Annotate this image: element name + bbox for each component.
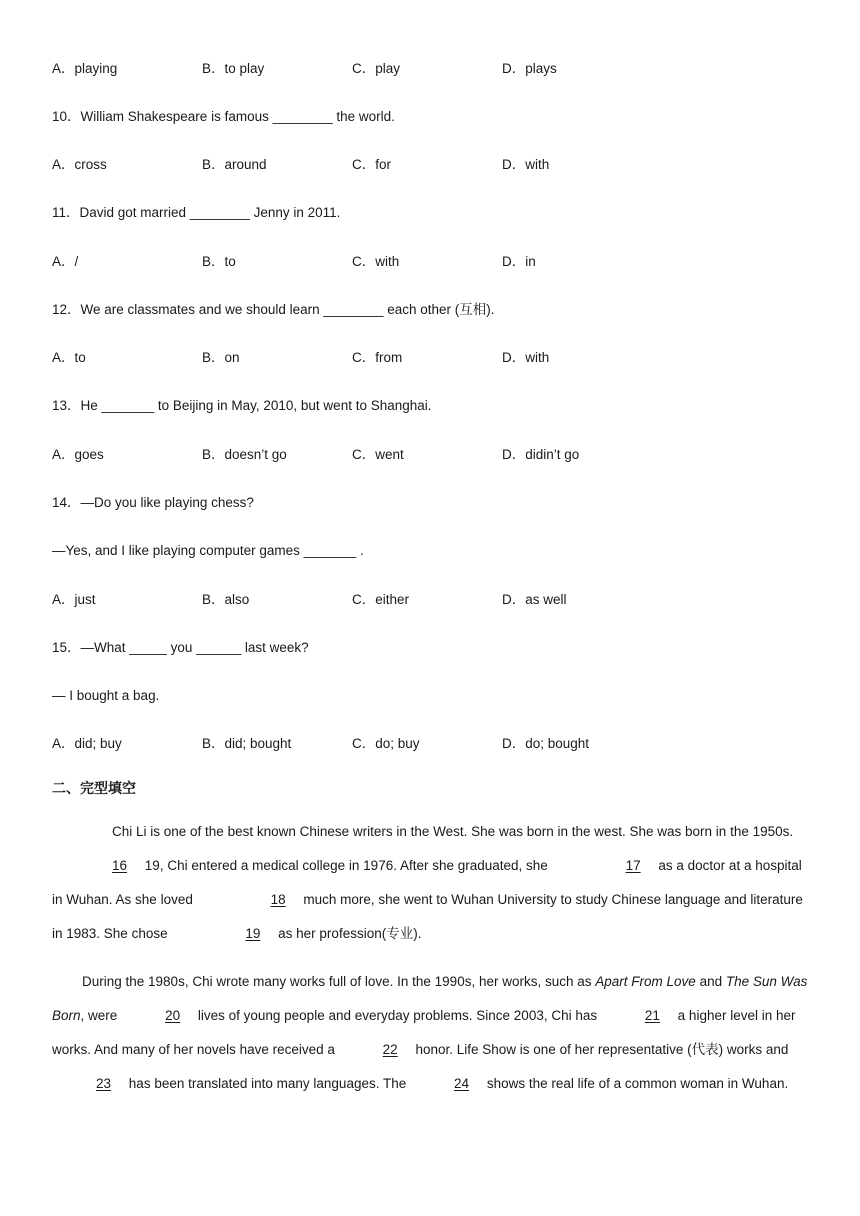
option-b: B．doesn’t go [202,447,287,462]
question-15-reply: — I bought a bag. [52,688,160,703]
question-15: 15．—What _____ you ______ last week? [52,640,309,655]
option-a: A．just [52,592,96,607]
option-b: B．around [202,157,267,172]
passage-text: During the 1980s, Chi wrote many works full of love. In the 1990s, her works, such as [82,974,592,989]
passage-text: , were [80,1008,118,1023]
passage-paragraph-2 [52,965,812,1101]
option-c: C．with [352,254,400,269]
question-14-reply: —Yes, and I like playing computer games _______ . [52,543,364,558]
passage-paragraph-1 [52,815,812,951]
passage-text: a higher level in her works. And many of her novels have received a [52,1008,796,1057]
option-a: A．to [52,350,86,365]
blank-17: 17 [625,858,641,873]
blank-16: 16 [112,858,128,873]
option-d: D．in [502,254,536,269]
option-c: C．for [352,157,392,172]
passage-text: as her profession(专业). [278,926,422,941]
book-title: Apart From Love [595,974,696,989]
option-a: A．cross [52,157,107,172]
passage-text: 19, Chi entered a medical college in 1976. After she graduated, she [144,858,548,873]
option-d: D．plays [502,61,557,76]
option-c: C．either [352,592,410,607]
option-b: B．to play [202,61,265,76]
passage-text: much more, she went to Wuhan University to study Chinese language and literature in 1983. She chose [52,892,803,941]
question-11: 11．David got married ________ Jenny in 2011. [52,205,341,220]
passage-text: and [699,974,723,989]
option-b: B．also [202,592,250,607]
question-12: 12．We are classmates and we should learn ________ each other (互相). [52,302,495,317]
passage-text: as a doctor at a hospital in Wuhan. As she loved [52,858,802,907]
option-a: A．/ [52,254,79,269]
section-title: 二、完型填空 [52,781,136,797]
option-d: D．didin’t go [502,447,580,462]
passage-text: Chi Li is one of the best known Chinese writers in the West. She was born in the west. She was born in the 1950s. [112,824,794,839]
option-d: D．do; bought [502,736,590,751]
book-title: The Sun Was Born [52,974,808,1023]
question-10: 10．William Shakespeare is famous ________ the world. [52,109,395,124]
blank-19: 19 [245,926,261,941]
blank-24: 24 [454,1076,470,1091]
option-d: D．with [502,157,550,172]
question-14: 14．—Do you like playing chess? [52,495,254,510]
option-c: C．from [352,350,403,365]
blank-22: 22 [382,1042,398,1057]
passage-text: shows the real life of a common woman in Wuhan. [486,1076,789,1091]
option-c: C．play [352,61,401,76]
option-a: A．goes [52,447,104,462]
option-d: D．as well [502,592,567,607]
option-a: A．playing [52,61,118,76]
blank-21: 21 [644,1008,660,1023]
option-b: B．on [202,350,240,365]
option-c: C．went [352,447,404,462]
blank-20: 20 [165,1008,181,1023]
option-a: A．did; buy [52,736,122,751]
passage-text: lives of young people and everyday problems. Since 2003, Chi has [197,1008,598,1023]
blank-18: 18 [270,892,286,907]
option-d: D．with [502,350,550,365]
blank-23: 23 [96,1076,112,1091]
option-c: C．do; buy [352,736,420,751]
option-b: B．did; bought [202,736,292,751]
passage-text: has been translated into many languages. The [128,1076,407,1091]
question-13: 13．He _______ to Beijing in May, 2010, but went to Shanghai. [52,398,432,413]
option-b: B．to [202,254,236,269]
passage-text: honor. Life Show is one of her representative (代表) works and [415,1042,789,1057]
